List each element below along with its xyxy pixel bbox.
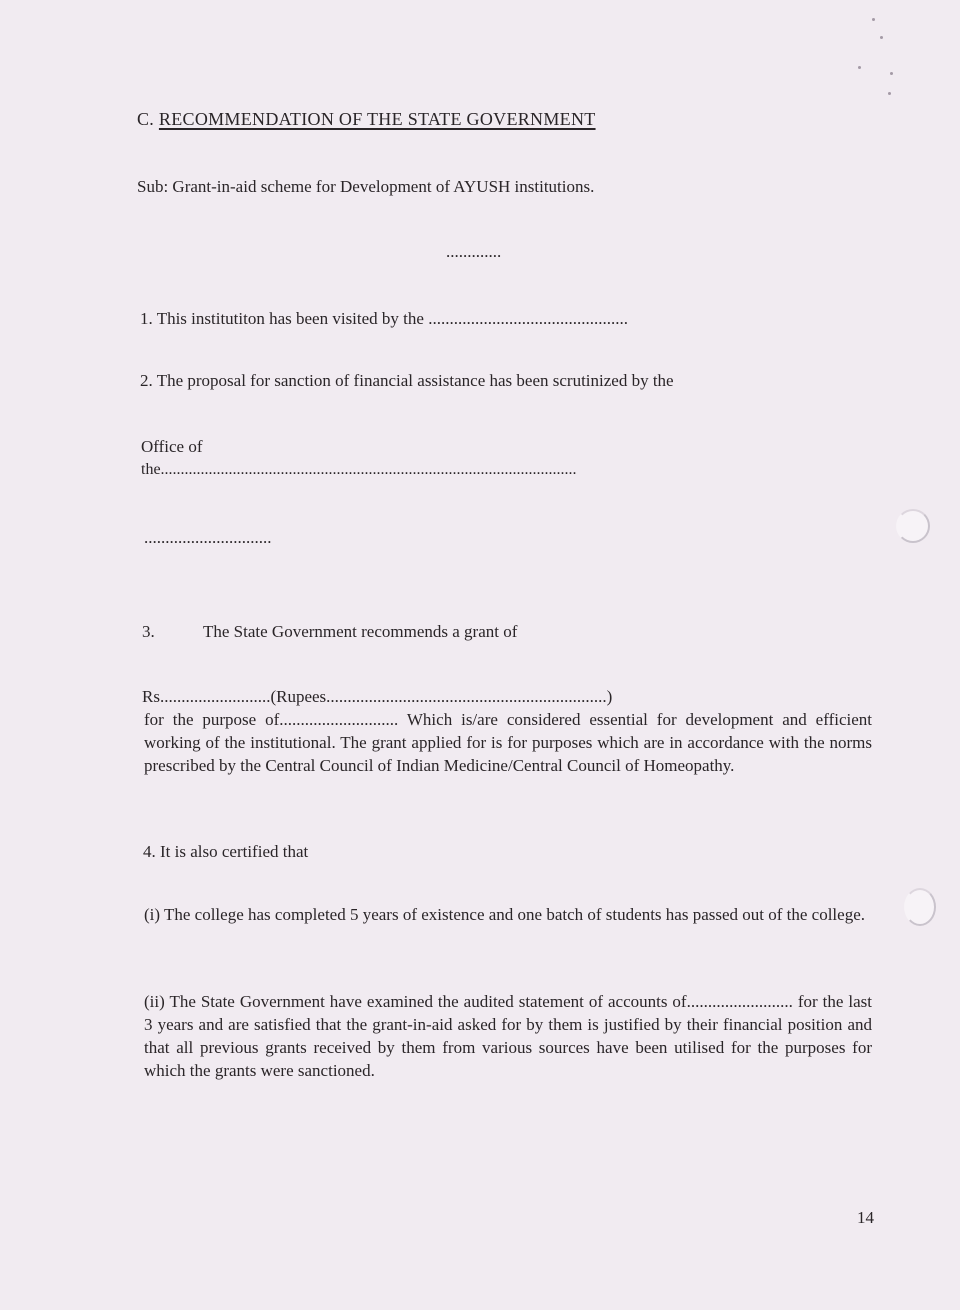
section-letter: C. xyxy=(137,109,155,129)
punch-hole-top xyxy=(896,509,930,543)
office-name-blank: the........................................................................................................ xyxy=(141,461,577,478)
speck xyxy=(872,18,875,21)
item-3-number: 3. xyxy=(142,622,155,641)
speck xyxy=(858,66,861,69)
speck xyxy=(890,72,893,75)
blank-line: .............................. xyxy=(144,528,272,547)
speck xyxy=(880,36,883,39)
item-3-text: The State Government recommends a grant of xyxy=(203,622,518,641)
item-4: 4. It is also certified that xyxy=(143,842,309,861)
item-4-ii: (ii) The State Government have examined the audited statement of accounts of......................... for the last 3 years and are satisfied that the grant-in-aid asked for by them is justified by their financial position and that all previous grants received by them from various sources have been utilised for the purposes for which the grants were sanctioned. xyxy=(144,992,872,1080)
page-number: 14 xyxy=(857,1208,874,1227)
subject-line: Sub: Grant-in-aid scheme for Development of AYUSH institutions. xyxy=(137,177,595,196)
separator-dots: ............. xyxy=(446,242,502,261)
rupees-line: Rs..........................(Rupees..................................................................) xyxy=(142,687,613,706)
item-1: 1. This institutiton has been visited by the ............................................... xyxy=(140,309,628,328)
speck xyxy=(888,92,891,95)
item-2: 2. The proposal for sanction of financial assistance has been scrutinized by the xyxy=(140,371,674,390)
item-4-i: (i) The college has completed 5 years of existence and one batch of students has passed out of the college. xyxy=(144,905,865,924)
punch-hole-bottom xyxy=(904,888,936,926)
purpose-paragraph: for the purpose of............................ Which is/are considered essential for development and efficient working of the institutional. The grant applied for is for purposes which are in accordance with the norms prescribed by the Central Council of Indian Medicine/Central Council of Homeopathy. xyxy=(144,710,872,775)
section-heading xyxy=(137,108,596,130)
office-of-label: Office of xyxy=(141,437,203,456)
section-title: RECOMMENDATION OF THE STATE GOVERNMENT xyxy=(158,109,596,129)
